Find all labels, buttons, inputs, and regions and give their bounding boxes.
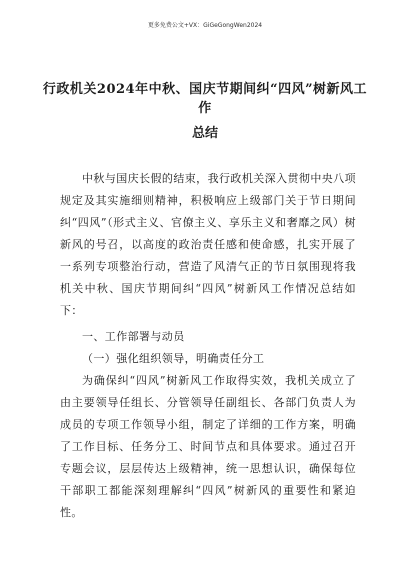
document-subtitle: 总结 <box>191 126 218 141</box>
header-note: 更多免费公文+VX：GiGeGongWen2024 <box>147 22 263 29</box>
body-paragraph: 为确保纠“四风”树新风工作取得实效，我机关成立了由主要领导任组长、分管领导任副组长、各部门负责人为成员的专项工作领导小组，制定了详细的工作方案，明确了工作目标、任务分工、时间节点和具体要求。通过召开专题会议，层层传达上级精神，统一思想认识，确保每位干部职工都能深刻理解纠“四风”树新风的重要性和紧迫性。 <box>60 374 356 519</box>
document-title: 行政机关2024年中秋、国庆节期间纠“四风”树新风工作 <box>42 82 368 116</box>
subsection-heading: （一）强化组织领导，明确责任分工 <box>82 352 265 365</box>
section-heading: 一、工作部署与动员 <box>82 330 185 343</box>
intro-paragraph: 中秋与国庆长假的结束，我行政机关深入贯彻中央八项规定及其实施细则精神，积极响应上级部门关于节日期间纠“四风”（形式主义、官僚主义、享乐主义和奢靡之风）树新风的号召，以高度的政治责任感和使命感，扎实开展了一系列专项整治行动，营造了风清气正的节日氛围现将我机关中秋、国庆节期间纠“四风”树新风工作情况总结如下： <box>60 172 356 317</box>
